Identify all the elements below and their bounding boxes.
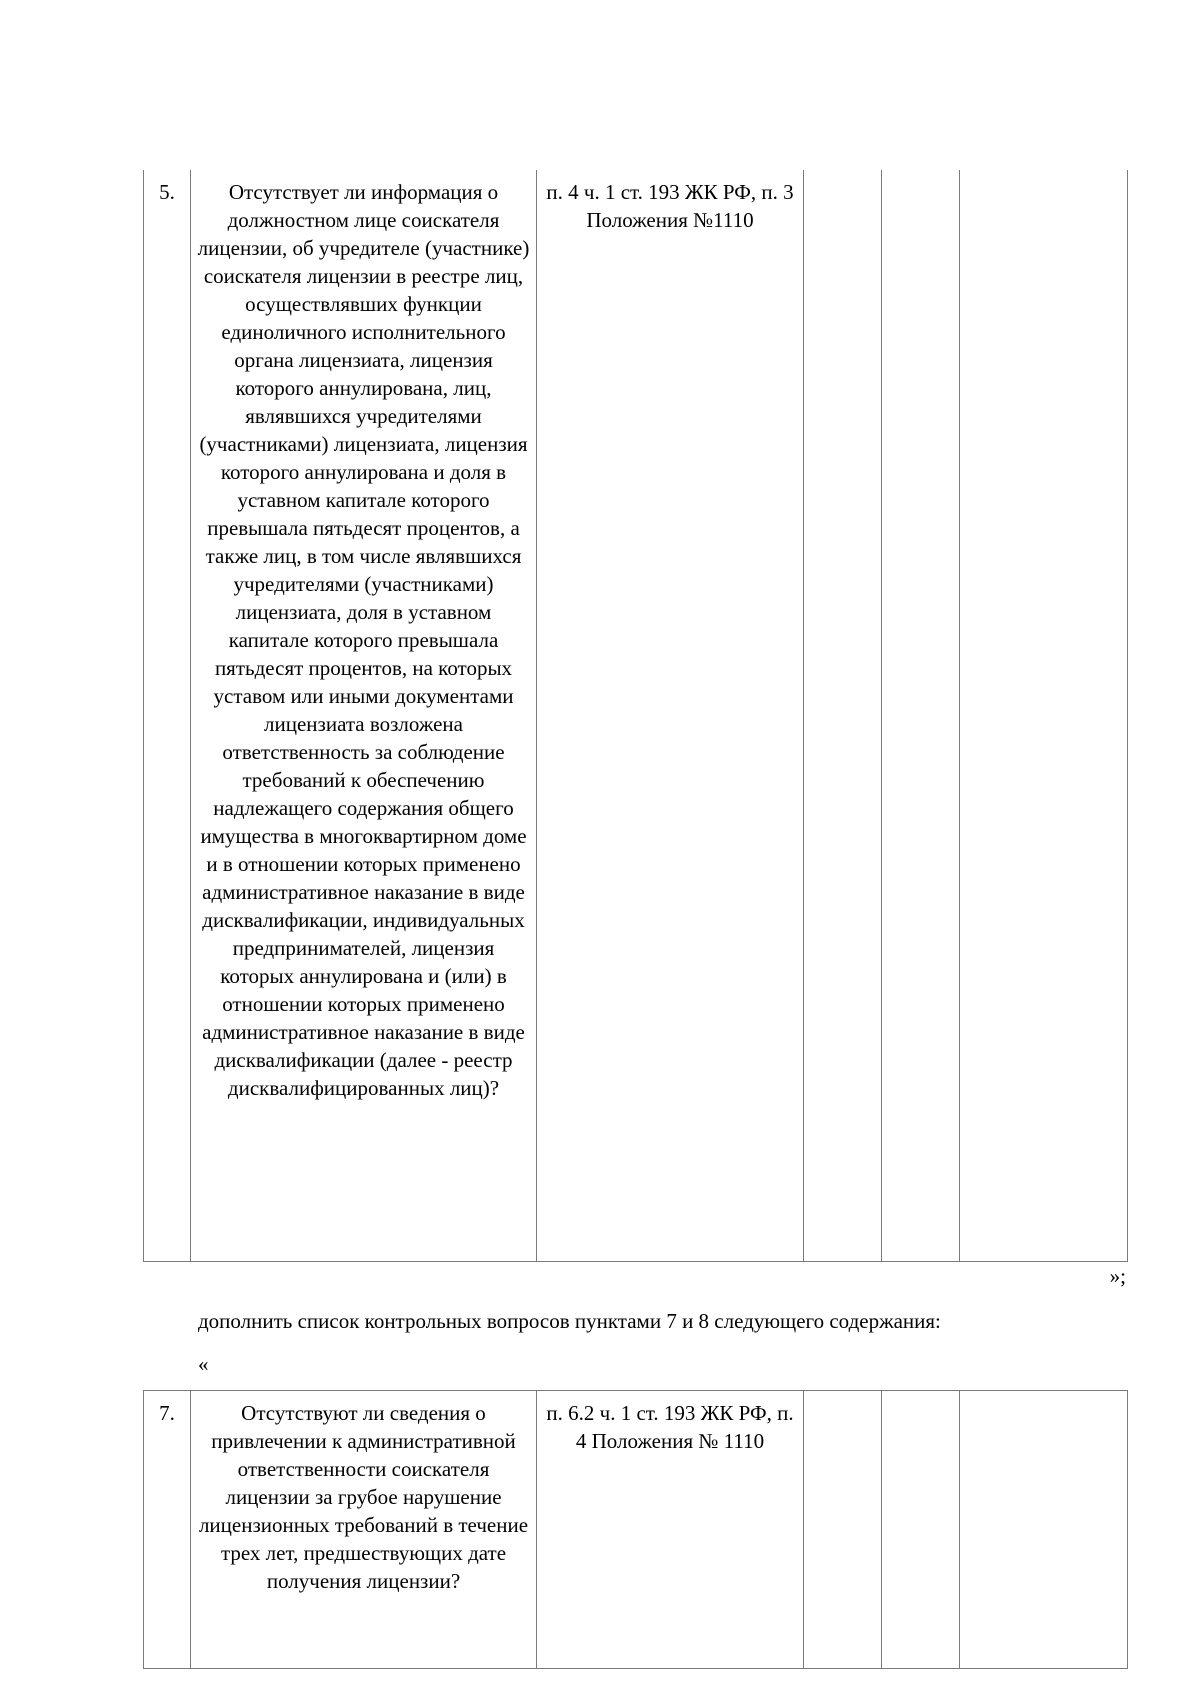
item-number: 5. (144, 170, 191, 1261)
legal-basis: п. 6.2 ч. 1 ст. 193 ЖК РФ, п. 4 Положения № 1110 (537, 1391, 804, 1669)
checklist-table-new-items (143, 1390, 1128, 1669)
control-question: Отсутствуют ли сведения о привлечении к административной ответственности соискателя лицензии за грубое нарушение лицензионных требований в течение трех лет, предшествующих дате получения лицензии? (191, 1391, 537, 1669)
note-cell (960, 1391, 1128, 1669)
table-row (144, 170, 1128, 1261)
opening-quote: « (198, 1352, 209, 1376)
answer-yes-cell (804, 170, 882, 1261)
answer-no-cell (882, 1391, 960, 1669)
legal-basis: п. 4 ч. 1 ст. 193 ЖК РФ, п. 3 Положения №1110 (537, 170, 804, 1261)
control-question: Отсутствует ли информация о должностном лице соискателя лицензии, об учредителе (участнике) соискателя лицензии в реестре лиц, осуществлявших функции единоличного исполнительного органа лицензиата, лицензия которого аннулирована, лиц, являвшихся учредителями (участниками) лицензиата, лицензия которого аннулирована и доля в уставном капитале которого превышала пятьдесят процентов, а также лиц, в том числе являвшихся учредителями (участниками) лицензиата, доля в уставном капитале которого превышала пятьдесят процентов, на которых уставом или иными документами лицензиата возложена ответственность за соблюдение требований к обеспечению надлежащего содержания общего имущества в многоквартирном доме и в отношении которых применено административное наказание в виде дисквалификации, индивидуальных предпринимателей, лицензия которых аннулирована и (или) в отношении которых применено административное наказание в виде дисквалификации (далее - реестр дисквалифицированных лиц)? (191, 170, 537, 1261)
closing-quote: »; (1109, 1264, 1126, 1288)
checklist-table-continued (143, 170, 1128, 1262)
answer-yes-cell (804, 1391, 882, 1669)
amendment-paragraph: дополнить список контрольных вопросов пунктами 7 и 8 следующего содержания: (198, 1309, 941, 1333)
table-row (144, 1391, 1128, 1669)
answer-no-cell (882, 170, 960, 1261)
item-number: 7. (144, 1391, 191, 1669)
note-cell (960, 170, 1128, 1261)
